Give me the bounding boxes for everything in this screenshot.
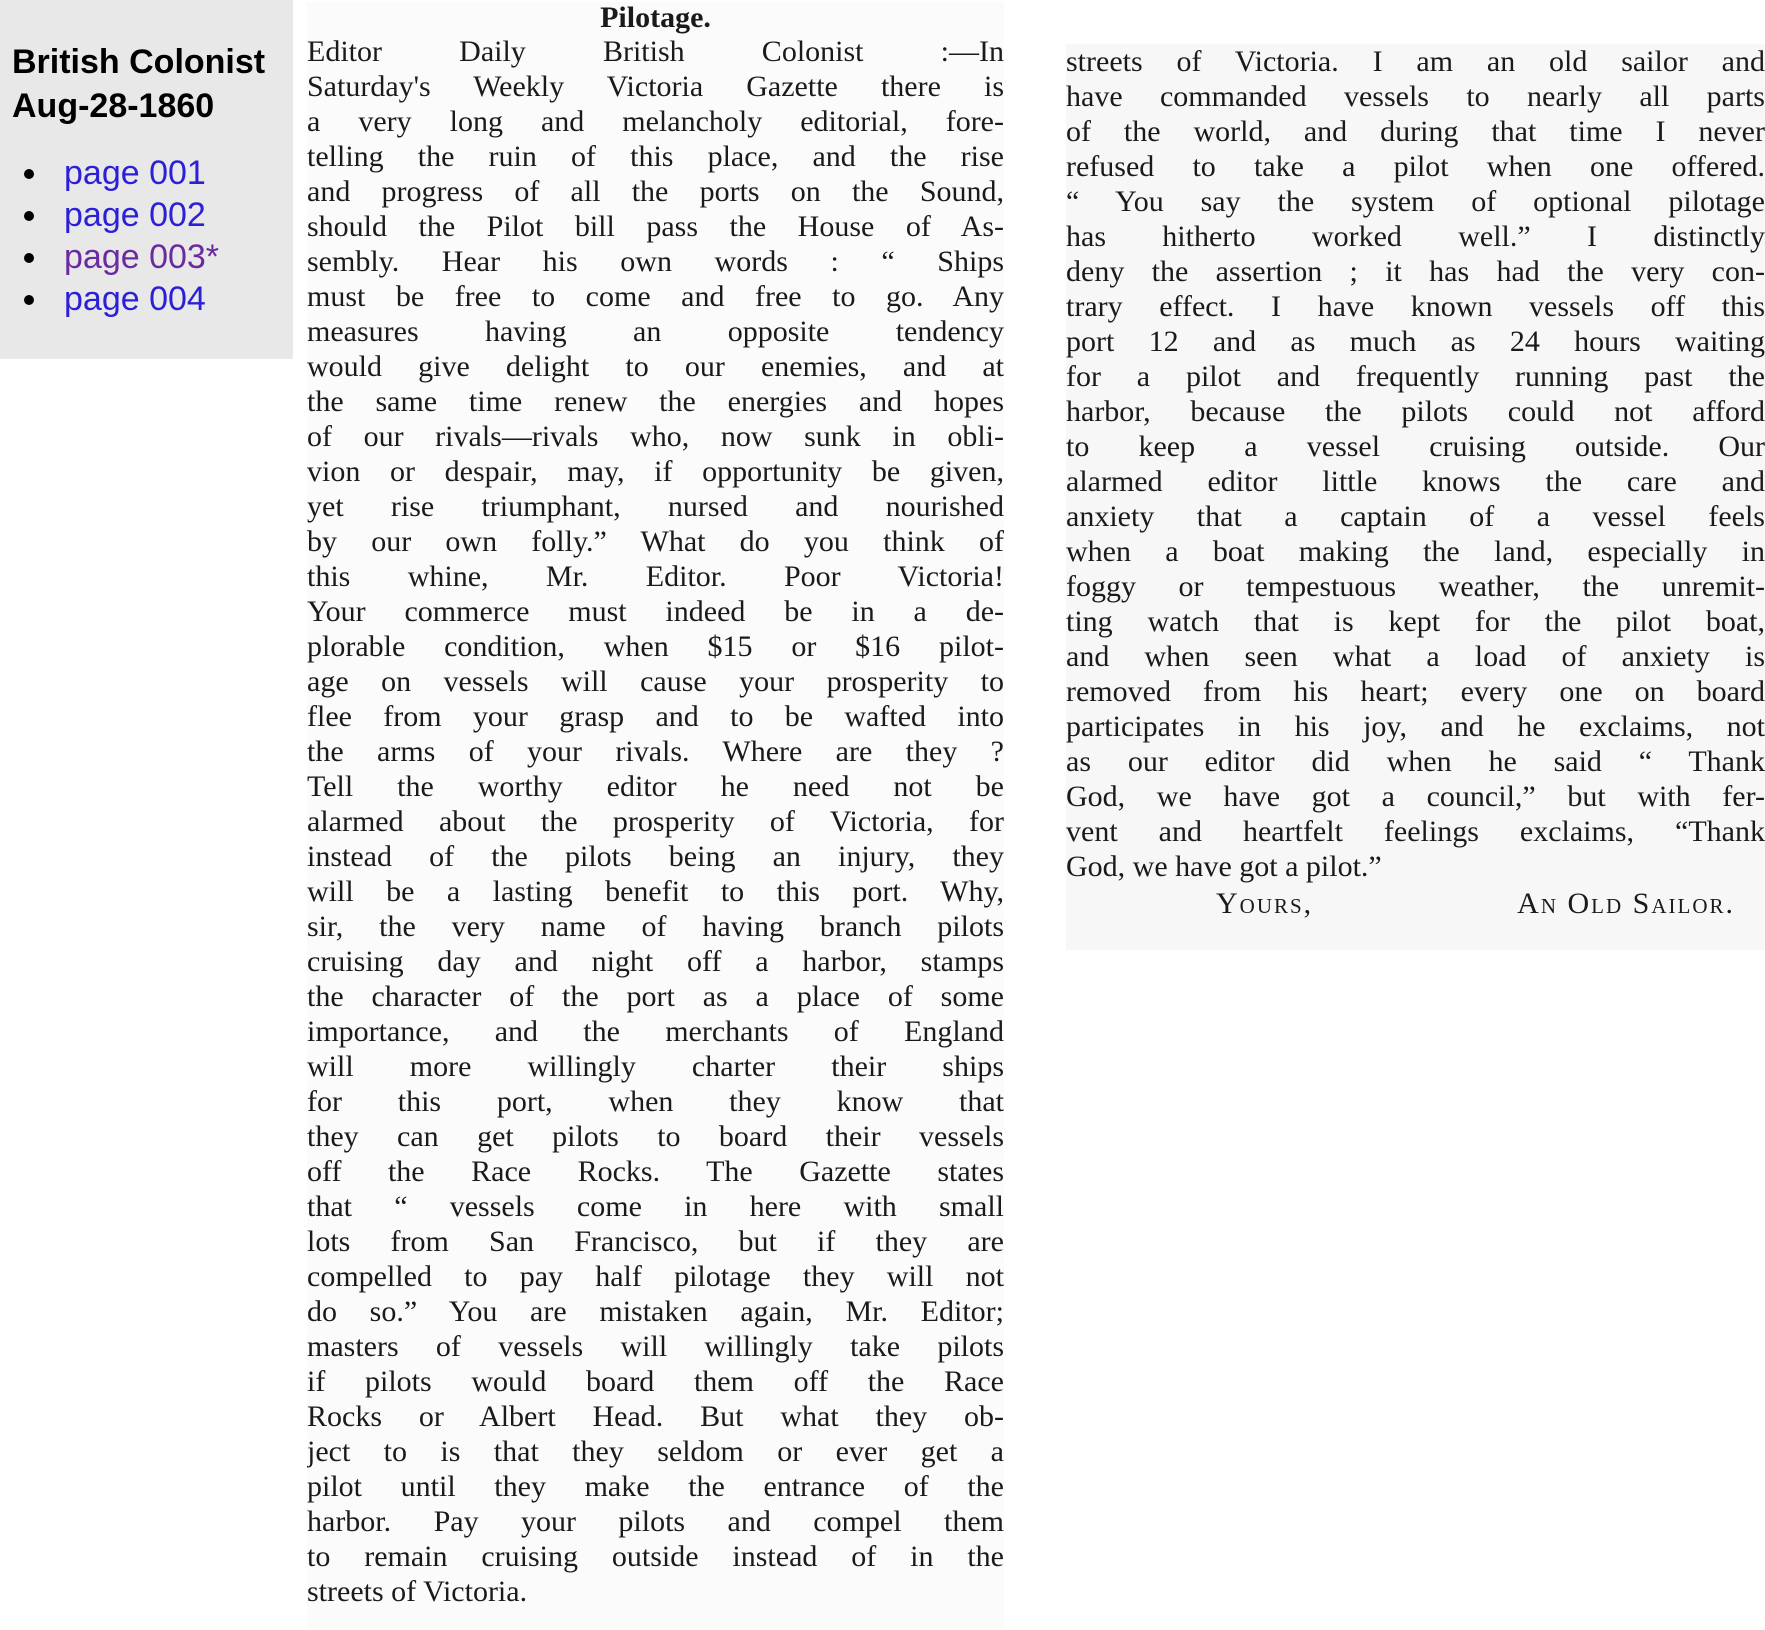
signoff-closing: Yours, [1216,887,1314,920]
text-line: yet rise triumphant, nursed and nourished [307,490,1004,523]
text-line: alarmed editor little knows the care and [1066,465,1765,498]
text-line: trary effect. I have known vessels off this [1066,290,1765,323]
text-line: compelled to pay half pilotage they will not [307,1260,1004,1293]
text-line: by our own folly.” What do you think of [307,525,1004,558]
article-title: Pilotage. [600,2,711,34]
page-link-004[interactable]: page 004 [64,280,206,318]
text-line: foggy or tempestuous weather, the unremit- [1066,570,1765,603]
text-line: of the world, and during that time I never [1066,115,1765,148]
article-signoff [1066,886,1765,921]
text-line: the same time renew the energies and hopes [307,385,1004,418]
text-line: harbor, because the pilots could not afford [1066,395,1765,428]
text-line: will more willingly charter their ships [307,1050,1004,1083]
text-line: Editor Daily British Colonist :—In [307,35,1004,68]
text-line: and progress of all the ports on the Sound, [307,175,1004,208]
text-line: vion or despair, may, if opportunity be given, [307,455,1004,488]
newspaper-name: British Colonist [12,43,266,81]
text-line: and when seen what a load of anxiety is [1066,640,1765,673]
page-list-item [64,278,293,320]
article-column-left [307,2,1004,1628]
text-line: anxiety that a captain of a vessel feels [1066,500,1765,533]
text-line: streets of Victoria. I am an old sailor and [1066,45,1765,78]
page-link-001[interactable]: page 001 [64,154,206,192]
newspaper-date: Aug-28-1860 [12,87,215,125]
page-link-002[interactable]: page 002 [64,196,206,234]
text-line: Saturday's Weekly Victoria Gazette there is [307,70,1004,103]
text-line: lots from San Francisco, but if they are [307,1225,1004,1258]
text-line: has hitherto worked well.” I distinctly [1066,220,1765,253]
text-line: Tell the worthy editor he need not be [307,770,1004,803]
text-line: participates in his joy, and he exclaims, not [1066,710,1765,743]
text-line: cruising day and night off a harbor, stamps [307,945,1004,978]
text-line: flee from your grasp and to be wafted into [307,700,1004,733]
text-line: harbor. Pay your pilots and compel them [307,1505,1004,1538]
text-line: will be a lasting benefit to this port. Why, [307,875,1004,908]
text-line: “ You say the system of optional pilotage [1066,185,1765,218]
text-line: God, we have got a pilot.” [1066,850,1382,883]
text-line: off the Race Rocks. The Gazette states [307,1155,1004,1188]
text-line: have commanded vessels to nearly all parts [1066,80,1765,113]
text-line: plorable condition, when $15 or $16 pilot- [307,630,1004,663]
page-list [12,152,293,320]
text-line: vent and heartfelt feelings exclaims, “Thank [1066,815,1765,848]
text-line: the arms of your rivals. Where are they ? [307,735,1004,768]
page-link-003-current[interactable]: page 003* [64,238,220,276]
article-text-left [307,34,1004,1609]
text-line: must be free to come and free to go. Any [307,280,1004,313]
page-list-item [64,152,293,194]
text-line: for a pilot and frequently running past the [1066,360,1765,393]
text-line: removed from his heart; every one on board [1066,675,1765,708]
text-line: this whine, Mr. Editor. Poor Victoria! [307,560,1004,593]
text-line: alarmed about the prosperity of Victoria, for [307,805,1004,838]
text-line: deny the assertion ; it has had the very con- [1066,255,1765,288]
text-line: God, we have got a council,” but with fer- [1066,780,1765,813]
text-line: the character of the port as a place of some [307,980,1004,1013]
text-line: to keep a vessel cruising outside. Our [1066,430,1765,463]
text-line: of our rivals—rivals who, now sunk in obli- [307,420,1004,453]
page-list-item [64,236,293,278]
text-line: pilot until they make the entrance of the [307,1470,1004,1503]
text-line: telling the ruin of this place, and the rise [307,140,1004,173]
signoff-author: An Old Sailor. [1517,887,1735,920]
text-line: when a boat making the land, especially in [1066,535,1765,568]
text-line: age on vessels will cause your prosperity to [307,665,1004,698]
text-line: Your commerce must indeed be in a de- [307,595,1004,628]
text-line: to remain cruising outside instead of in the [307,1540,1004,1573]
text-line: if pilots would board them off the Race [307,1365,1004,1398]
text-line: importance, and the merchants of England [307,1015,1004,1048]
text-line: should the Pilot bill pass the House of As- [307,210,1004,243]
text-line: as our editor did when he said “ Thank [1066,745,1765,778]
text-line: instead of the pilots being an injury, they [307,840,1004,873]
text-line: they can get pilots to board their vessels [307,1120,1004,1153]
text-line: measures having an opposite tendency [307,315,1004,348]
text-line: streets of Victoria. [307,1575,528,1608]
text-line: that “ vessels come in here with small [307,1190,1004,1223]
text-line: ting watch that is kept for the pilot boat, [1066,605,1765,638]
page-list-item [64,194,293,236]
text-line: ject to is that they seldom or ever get a [307,1435,1004,1468]
text-line: refused to take a pilot when one offered. [1066,150,1765,183]
page-nav-panel [0,0,293,359]
text-line: sir, the very name of having branch pilots [307,910,1004,943]
text-line: for this port, when they know that [307,1085,1004,1118]
text-line: masters of vessels will willingly take pilots [307,1330,1004,1363]
article-text-right [1066,44,1765,884]
text-line: do so.” You are mistaken again, Mr. Editor; [307,1295,1004,1328]
article-column-right [1066,44,1765,950]
text-line: a very long and melancholy editorial, fore- [307,105,1004,138]
text-line: port 12 and as much as 24 hours waiting [1066,325,1765,358]
text-line: Rocks or Albert Head. But what they ob- [307,1400,1004,1433]
text-line: would give delight to our enemies, and at [307,350,1004,383]
text-line: sembly. Hear his own words : “ Ships [307,245,1004,278]
newspaper-title [12,40,293,128]
